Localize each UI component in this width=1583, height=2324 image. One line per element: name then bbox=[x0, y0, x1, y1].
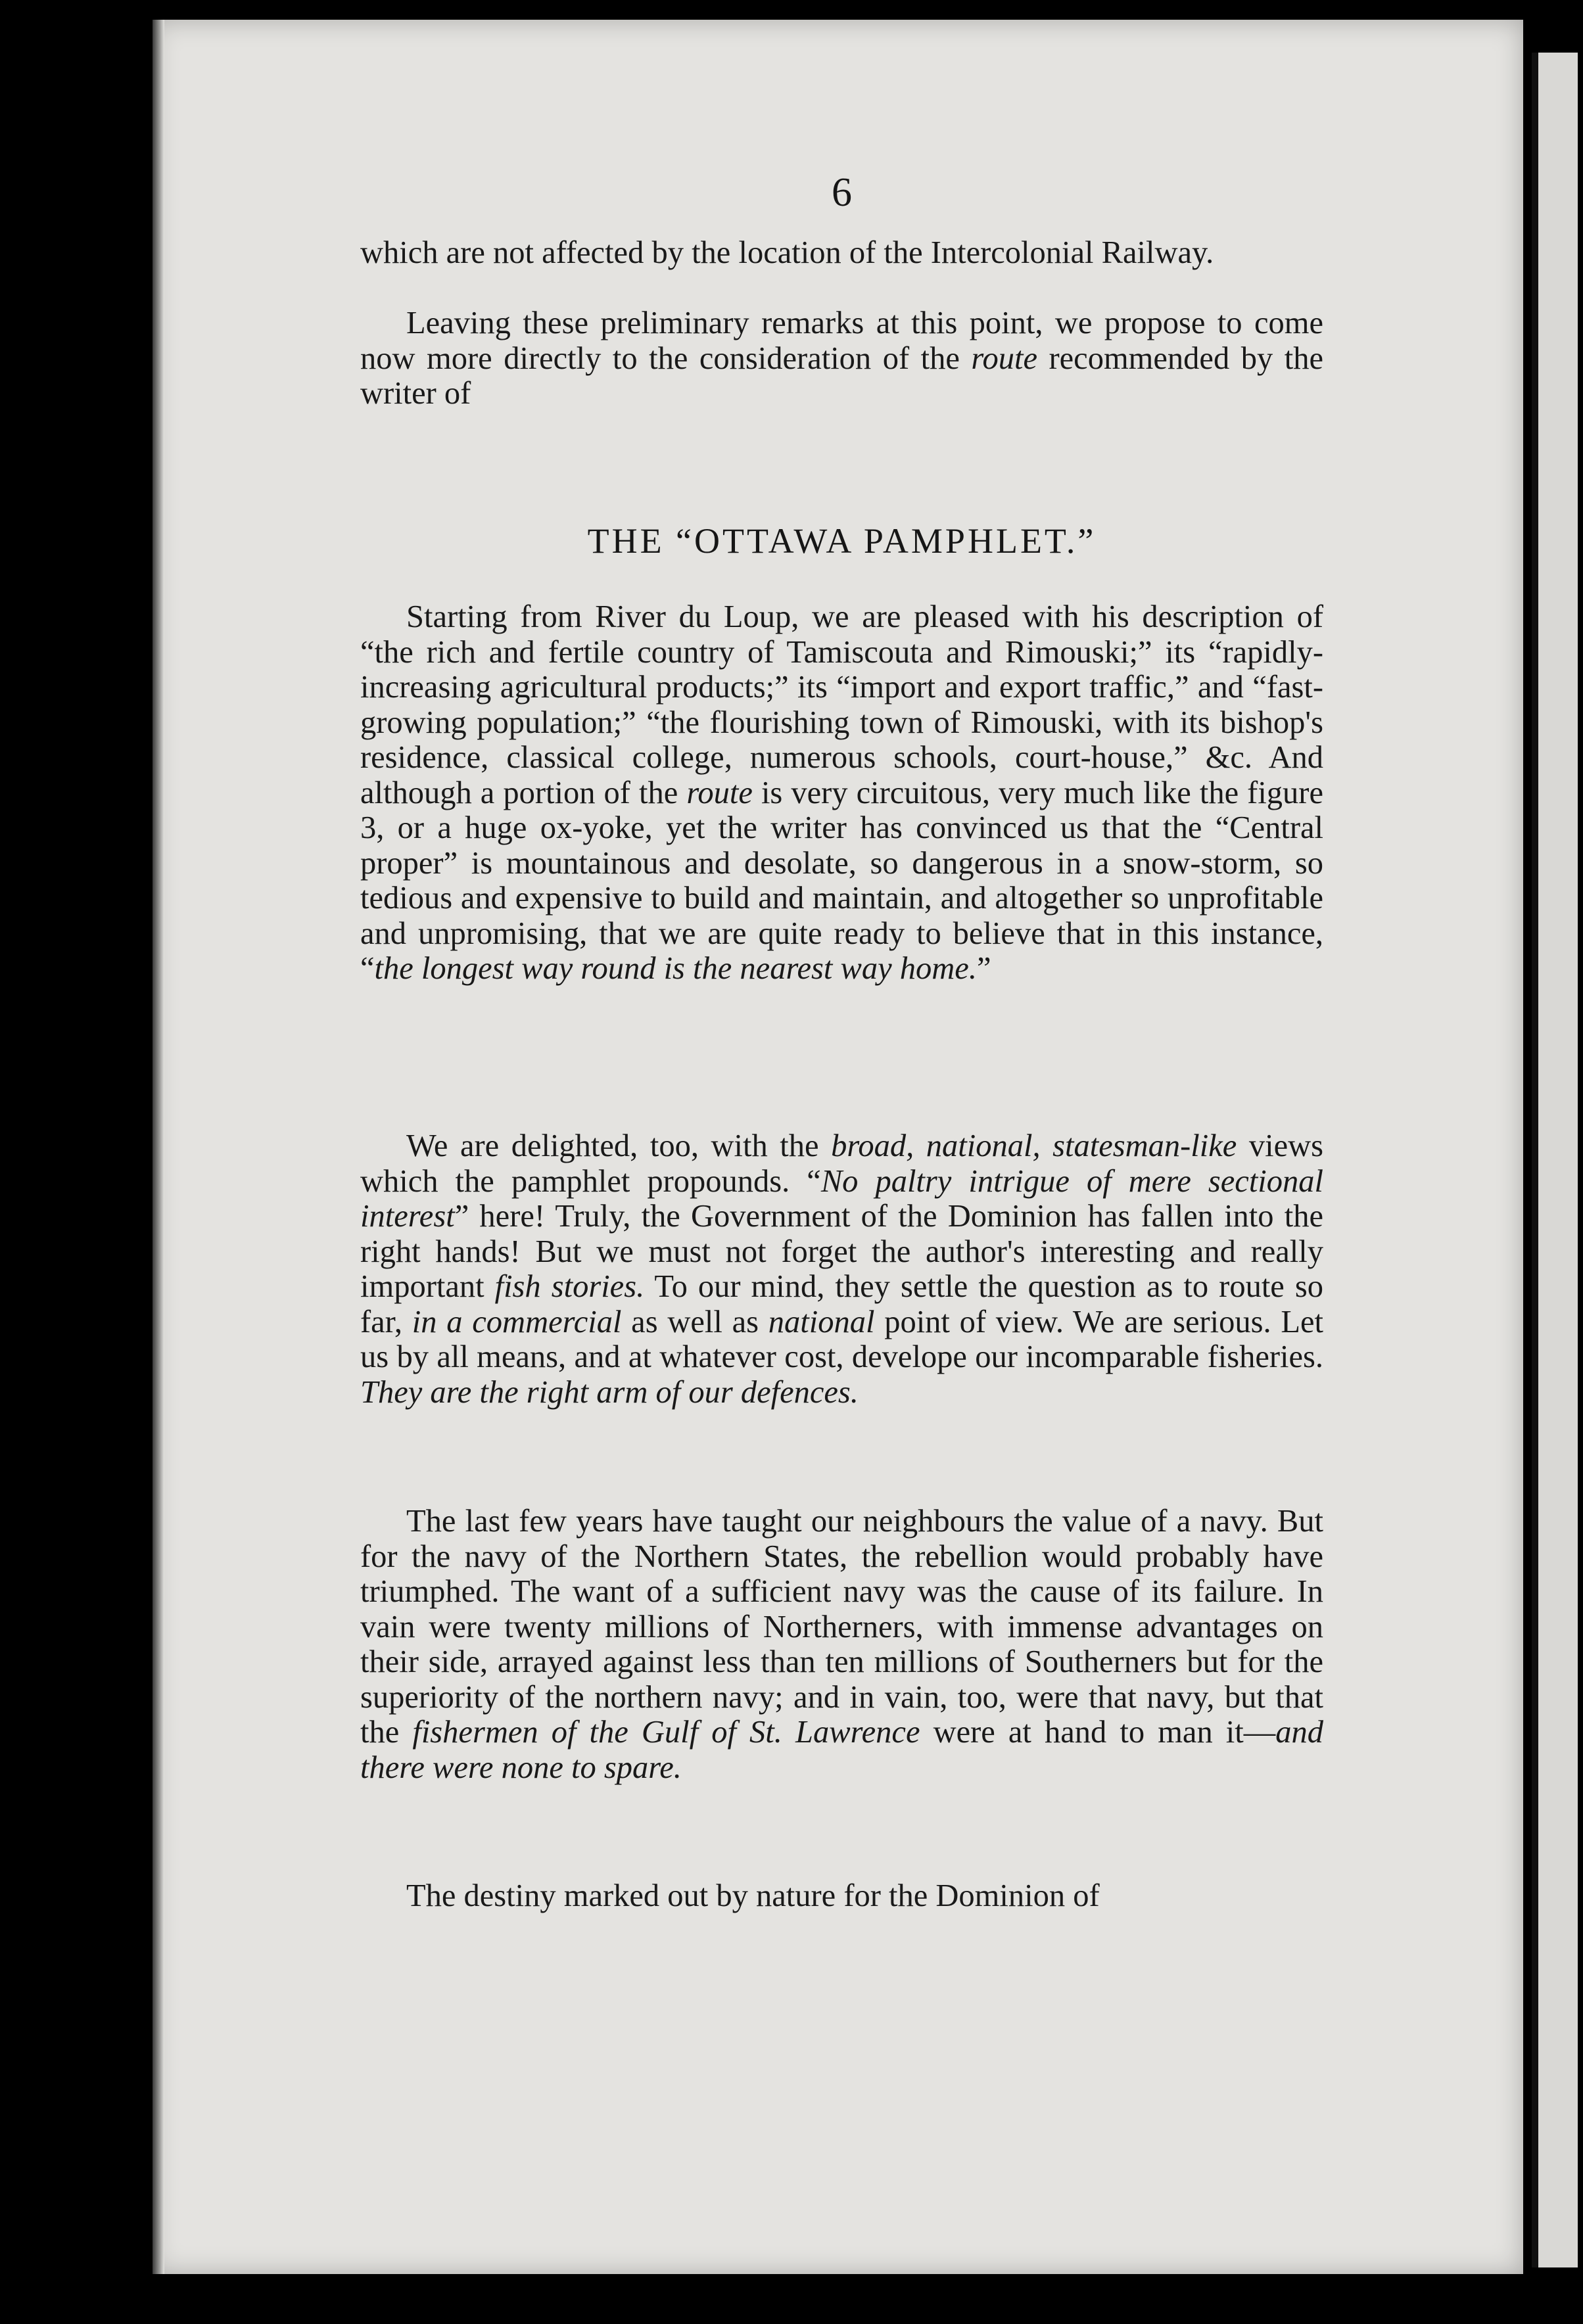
adjacent-page-edge bbox=[1532, 53, 1578, 2267]
para3-italic-1: fishermen of the Gulf of St. Lawrence bbox=[412, 1715, 920, 1750]
para2-text-e: as well as bbox=[621, 1304, 768, 1339]
body-paragraph-3 bbox=[360, 1504, 1323, 1785]
para2-italic-2: No paltry intrigue of mere sectional interest bbox=[360, 1163, 1323, 1234]
para1-text-c: ” bbox=[976, 951, 991, 986]
intro-text-2b: recommended by the writer of bbox=[360, 340, 1323, 411]
para2-text-c: ” here! Truly, the Government of the Dominion has fallen into the right hands! But we must not forget the author's interesting and really important bbox=[360, 1199, 1323, 1304]
para1-quote-italic: the longest way round is the nearest way home. bbox=[374, 951, 977, 986]
section-heading: THE “OTTAWA PAMPHLET.” bbox=[587, 521, 1097, 561]
intro-text-2a: Leaving these preliminary remarks at this point, we propose to come now more directly to the consideration of the bbox=[360, 306, 1323, 376]
para1-route-italic: route bbox=[686, 775, 753, 810]
para2-italic-4: in a commercial bbox=[412, 1304, 622, 1339]
para2-text-f: point of view. We are serious. Let us by all means, and at whatever cost, develope our incomparable fisheries. bbox=[360, 1304, 1323, 1374]
para2-italic-1: broad, national, statesman-like bbox=[831, 1128, 1237, 1163]
para2-text-d: To our mind, they settle the question as to route so far, bbox=[360, 1269, 1323, 1339]
intro-paragraph-2 bbox=[360, 306, 1323, 411]
para3-text-b: were at hand to man it— bbox=[920, 1715, 1276, 1750]
para2-italic-3: fish stories. bbox=[494, 1269, 645, 1304]
body-paragraph-1 bbox=[360, 599, 1323, 987]
para2-text-b: views which the pamphlet propounds. “ bbox=[360, 1128, 1324, 1199]
para3-text-a: The last few years have taught our neighbours the value of a navy. But for the navy of the Northern States, the rebellion would probably have triumphed. The want of a sufficient navy was the cause of its failure. In vain were twenty millions of Northerners, with immense advantages on their side, arrayed against less than ten millions of Southerners but for the superiority of the northern navy; and in vain, too, were that navy, but that the bbox=[360, 1504, 1323, 1750]
scan-border-left bbox=[0, 0, 151, 2324]
body-paragraph-4 bbox=[360, 1878, 1323, 1914]
intro-paragraph-1 bbox=[360, 235, 1323, 271]
page-binding-edge bbox=[153, 20, 164, 2274]
intro-route-italic: route bbox=[971, 340, 1037, 376]
para2-text-a: We are delighted, too, with the bbox=[406, 1128, 832, 1163]
para1-text-a: Starting from River du Loup, we are pleased with his description of “the rich and fertile country of Tamiscouta and Rimouski;” its “rapidly-increasing agricultural products;” its “import and export traffic,” and “fast-growing population;” “the flourishing town of Rimouski, with its bishop's residence, classical college, numerous schools, court-house,” &c. And although a portion of the bbox=[360, 599, 1323, 810]
para2-italic-6: They are the right arm of our defences. bbox=[360, 1374, 859, 1410]
body-paragraph-2 bbox=[360, 1128, 1323, 1410]
page-number: 6 bbox=[832, 170, 852, 215]
para4-text: The destiny marked out by nature for the Dominion of bbox=[406, 1878, 1100, 1913]
intro-text-1: which are not affected by the location of the Intercolonial Railway. bbox=[360, 235, 1214, 270]
para1-text-b: is very circuitous, very much like the figure 3, or a huge ox-yoke, yet the writer has convinced us that the “Central proper” is mountainous and desolate, so dangerous in a snow-storm, so tedious and expensive to build and maintain, and altogether so unprofitable and unpromising, that we are quite ready to believe that in this instance, “ bbox=[360, 775, 1323, 986]
para3-italic-2: and there were none to spare. bbox=[360, 1715, 1324, 1785]
para2-italic-5: national bbox=[768, 1304, 875, 1339]
